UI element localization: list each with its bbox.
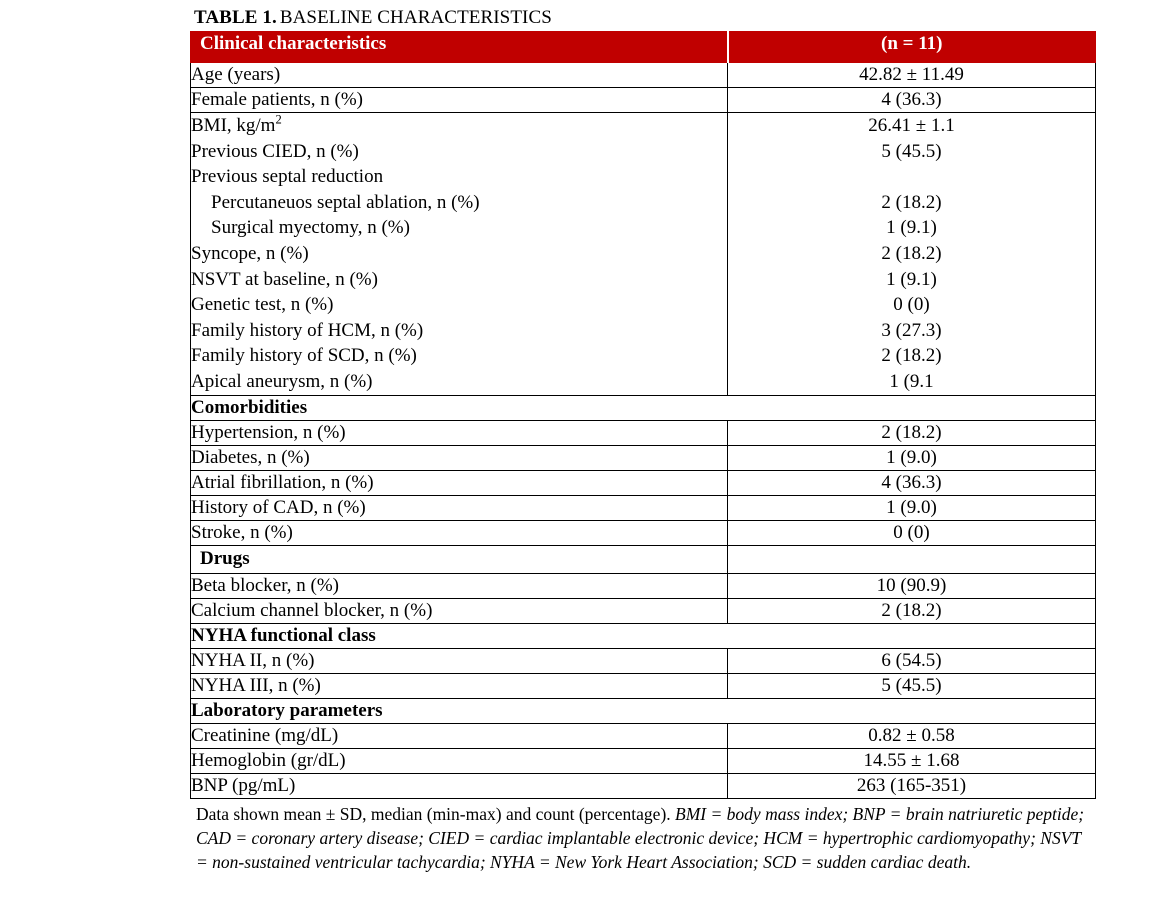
block-value-line: 0 (0) (893, 294, 930, 316)
section-heading: Drugs (191, 545, 728, 573)
row-value: 2 (18.2) (728, 598, 1096, 623)
row-label: Beta blocker, n (%) (191, 573, 728, 598)
block-label-text: BMI, kg/m (191, 115, 276, 136)
row-value: 10 (90.9) (728, 573, 1096, 598)
row-value: 5 (45.5) (728, 673, 1096, 698)
block-label-line: Previous septal reduction (191, 166, 384, 188)
block-value-line: 26.41 ± 1.1 (868, 115, 955, 136)
block-value-line: 1 (9.1) (886, 268, 937, 290)
table-row (191, 63, 1096, 88)
block-label-line (191, 113, 727, 139)
section-heading-row (191, 698, 1096, 723)
block-label-line: Family history of HCM, n (%) (191, 319, 424, 341)
table-number: TABLE 1. (194, 7, 277, 28)
block-label-superscript: 2 (275, 112, 282, 127)
section-heading-row (191, 623, 1096, 648)
table-title (190, 6, 1095, 29)
section-heading-row (191, 545, 1096, 573)
column-header-characteristics: Clinical characteristics (191, 32, 728, 63)
table-body (191, 32, 1096, 799)
row-value: 6 (54.5) (728, 648, 1096, 673)
section-heading: NYHA functional class (191, 623, 1096, 648)
row-label: NYHA II, n (%) (191, 648, 728, 673)
block-label-line: NSVT at baseline, n (%) (191, 268, 378, 290)
row-value: 0 (0) (728, 520, 1096, 545)
block-label-line: Surgical myectomy, n (%) (211, 217, 410, 239)
block-value-line: 2 (18.2) (881, 191, 942, 213)
block-label-line: Syncope, n (%) (191, 242, 309, 264)
footnote-abbreviations: BMI = body mass index; BNP = brain natriuretic peptide; CAD = coronary artery disease; CIED = cardiac implantable electronic device; HCM = hypertrophic cardiomyopathy; NSVT = non-sustained ventricular tachycardia; NYHA = New York Heart Association; SCD = sudden cardiac death. (196, 803, 1085, 872)
row-value: 14.55 ± 1.68 (728, 748, 1096, 773)
table-container (190, 6, 1095, 874)
block-value-line: 3 (27.3) (881, 319, 942, 341)
row-label: Calcium channel blocker, n (%) (191, 598, 728, 623)
block-label-line: Genetic test, n (%) (191, 294, 334, 316)
table-row (191, 470, 1096, 495)
block-label-line: Previous CIED, n (%) (191, 140, 359, 162)
table-row (191, 673, 1096, 698)
table-row (191, 773, 1096, 798)
row-label: Age (years) (191, 63, 728, 88)
row-value: 1 (9.0) (728, 445, 1096, 470)
row-label: BNP (pg/mL) (191, 773, 728, 798)
row-label: Female patients, n (%) (191, 88, 728, 113)
block-value-line: 5 (45.5) (881, 140, 942, 162)
table-row (191, 748, 1096, 773)
merged-values-cell (728, 113, 1096, 396)
block-label-line: Apical aneurysm, n (%) (191, 370, 373, 392)
column-header-count: (n = 11) (728, 32, 1096, 63)
table-footnote (196, 802, 1086, 874)
row-label: Hemoglobin (gr/dL) (191, 748, 728, 773)
block-label-line: Percutaneuos septal ablation, n (%) (211, 191, 480, 213)
block-value-line: 2 (18.2) (881, 242, 942, 264)
table-caption: BASELINE CHARACTERISTICS (279, 7, 552, 28)
row-label: Hypertension, n (%) (191, 420, 728, 445)
block-label-line: Family history of SCD, n (%) (191, 345, 417, 367)
section-heading: Comorbidities (191, 395, 1096, 420)
merged-labels-cell (191, 113, 728, 396)
footnote-plain-text: Data shown mean ± SD, median (min-max) and count (percentage). (196, 803, 676, 824)
table-header-row (191, 32, 1096, 63)
table-row (191, 723, 1096, 748)
row-label: Stroke, n (%) (191, 520, 728, 545)
table-row (191, 495, 1096, 520)
row-value: 42.82 ± 11.49 (728, 63, 1096, 88)
table-row (191, 88, 1096, 113)
merged-block-row (191, 113, 1096, 396)
section-heading: Laboratory parameters (191, 698, 1096, 723)
row-label: Diabetes, n (%) (191, 445, 728, 470)
block-value-line (728, 164, 1095, 190)
block-value-line: 1 (9.1) (886, 217, 937, 239)
row-value: 4 (36.3) (728, 88, 1096, 113)
section-heading-spacer (728, 545, 1096, 573)
row-value: 263 (165-351) (728, 773, 1096, 798)
table-row (191, 445, 1096, 470)
block-value-line: 2 (18.2) (881, 345, 942, 367)
row-value: 2 (18.2) (728, 420, 1096, 445)
table-row (191, 598, 1096, 623)
row-label: History of CAD, n (%) (191, 495, 728, 520)
row-label: Creatinine (mg/dL) (191, 723, 728, 748)
row-label: Atrial fibrillation, n (%) (191, 470, 728, 495)
table-row (191, 573, 1096, 598)
table-row (191, 520, 1096, 545)
row-value: 0.82 ± 0.58 (728, 723, 1096, 748)
row-value: 4 (36.3) (728, 470, 1096, 495)
section-heading-row (191, 395, 1096, 420)
baseline-characteristics-table (190, 31, 1096, 799)
table-row (191, 420, 1096, 445)
table-row (191, 648, 1096, 673)
block-value-line: 1 (9.1 (889, 370, 934, 392)
row-label: NYHA III, n (%) (191, 673, 728, 698)
row-value: 1 (9.0) (728, 495, 1096, 520)
